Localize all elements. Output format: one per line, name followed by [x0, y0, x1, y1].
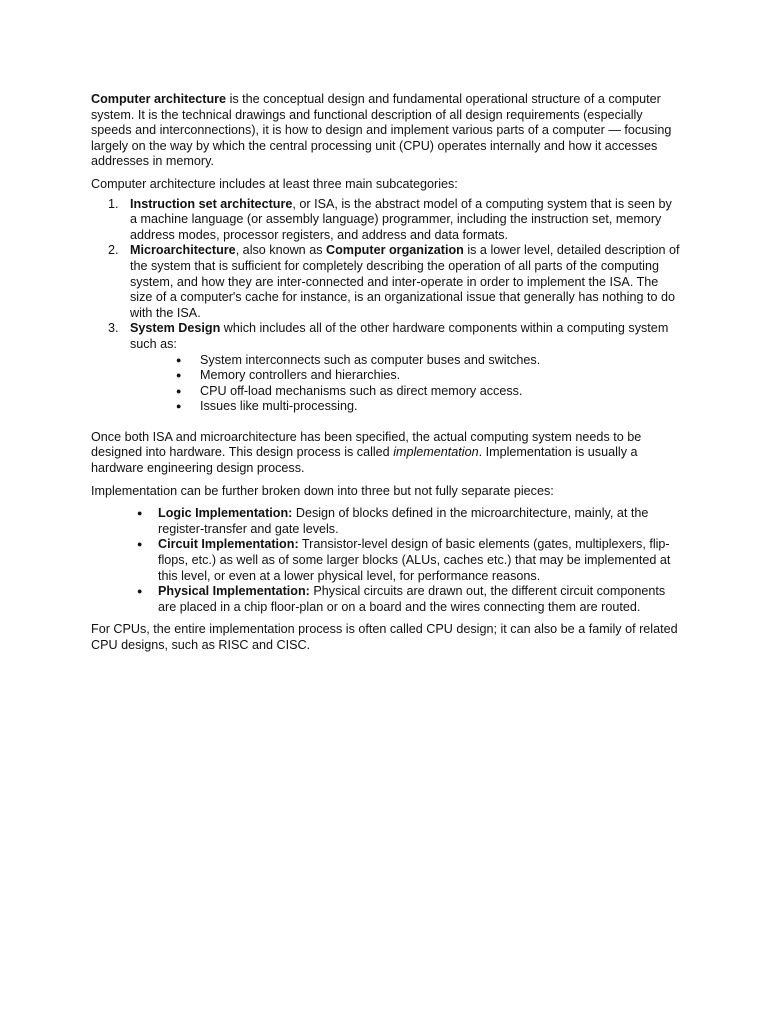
list-item-text: , also known as: [235, 243, 326, 258]
list-number: 2.: [108, 243, 119, 258]
system-design-sublist: [91, 353, 681, 415]
document-body: [91, 92, 681, 654]
sublist-item: ● CPU off-load mechanisms such as direct memory access.: [200, 384, 681, 400]
paragraph-text: . Implementation is usually a hardware engineering design process.: [91, 445, 638, 476]
list-item: [158, 584, 681, 615]
sublist-item: ● System interconnects such as computer buses and switches.: [200, 353, 681, 369]
paragraph-text: Once both ISA and microarchitecture has been specified, the actual computing system needs to be designed into hardware. This design process is called: [91, 429, 642, 460]
term-logic-implementation: Logic Implementation:: [158, 506, 293, 521]
term-physical-implementation: Physical Implementation:: [158, 584, 310, 599]
list-item: [91, 197, 681, 244]
intro-paragraph: [91, 92, 681, 170]
list-item: [91, 243, 681, 321]
term-isa: Instruction set architecture: [130, 196, 293, 211]
term-computer-organization: Computer organization: [326, 243, 464, 258]
intro-text: is the conceptual design and fundamental operational structure of a computer system. It is the technical drawings and functional description of all design requirements (especially speeds and interconnections), it is how to design and implement various parts of a computer — focusing largely on the way by which the central processing unit (CPU) operates internally and how it accesses addresses in memory.: [91, 92, 672, 169]
term-microarchitecture: Microarchitecture: [130, 243, 236, 258]
list-item-text: which includes all of the other hardware components within a computing system such as:: [130, 321, 669, 351]
subcategories-intro: Computer architecture includes at least three main subcategories:: [91, 176, 458, 191]
list-item-text: Design of blocks defined in the microarchitecture, mainly, at the register-transfer and gate levels.: [158, 506, 649, 536]
sublist-item: ● Memory controllers and hierarchies.: [200, 368, 681, 384]
term-system-design: System Design: [130, 321, 221, 336]
list-number: 3.: [108, 321, 119, 336]
implementation-intro: Implementation can be further broken down into three but not fully separate pieces:: [91, 483, 554, 498]
implementation-paragraph: [91, 430, 681, 477]
list-item-text: Transistor-level design of basic elements (gates, multiplexers, flip-flops, etc.) as well as of some larger blocks (ALUs, caches etc.) that may be implemented at this level, or even at a lower physical level, for performance reasons.: [158, 537, 671, 583]
list-item: [158, 506, 681, 537]
list-item-text: is a lower level, detailed description of the system that is sufficient for completely describing the operation of all parts of the computing system, and how they are inter-connected and inter-operate in order to implement the ISA. The size of a computer's cache for instance, is an organizational issue that generally has nothing to do with the ISA.: [130, 243, 680, 320]
list-item: [91, 321, 681, 415]
list-item-text: , or ISA, is the abstract model of a computing system that is seen by a machine language (or assembly language) programmer, including the instruction set, memory address modes, processor registers, and address and data formats.: [130, 196, 672, 242]
subcategories-list: [91, 197, 681, 415]
implementation-list: [91, 506, 681, 615]
sublist-item: ● Issues like multi-processing.: [200, 399, 681, 415]
term-computer-architecture: Computer architecture: [91, 92, 227, 106]
list-item: [158, 537, 681, 584]
list-item-text: Physical circuits are drawn out, the different circuit components are placed in a chip floor-plan or on a board and the wires connecting them are routed.: [158, 584, 666, 614]
term-implementation: implementation: [393, 445, 479, 460]
list-number: 1.: [108, 196, 119, 211]
cpu-design-paragraph: For CPUs, the entire implementation process is often called CPU design; it can also be a family of related CPU designs, such as RISC and CISC.: [91, 622, 678, 652]
term-circuit-implementation: Circuit Implementation:: [158, 537, 299, 552]
